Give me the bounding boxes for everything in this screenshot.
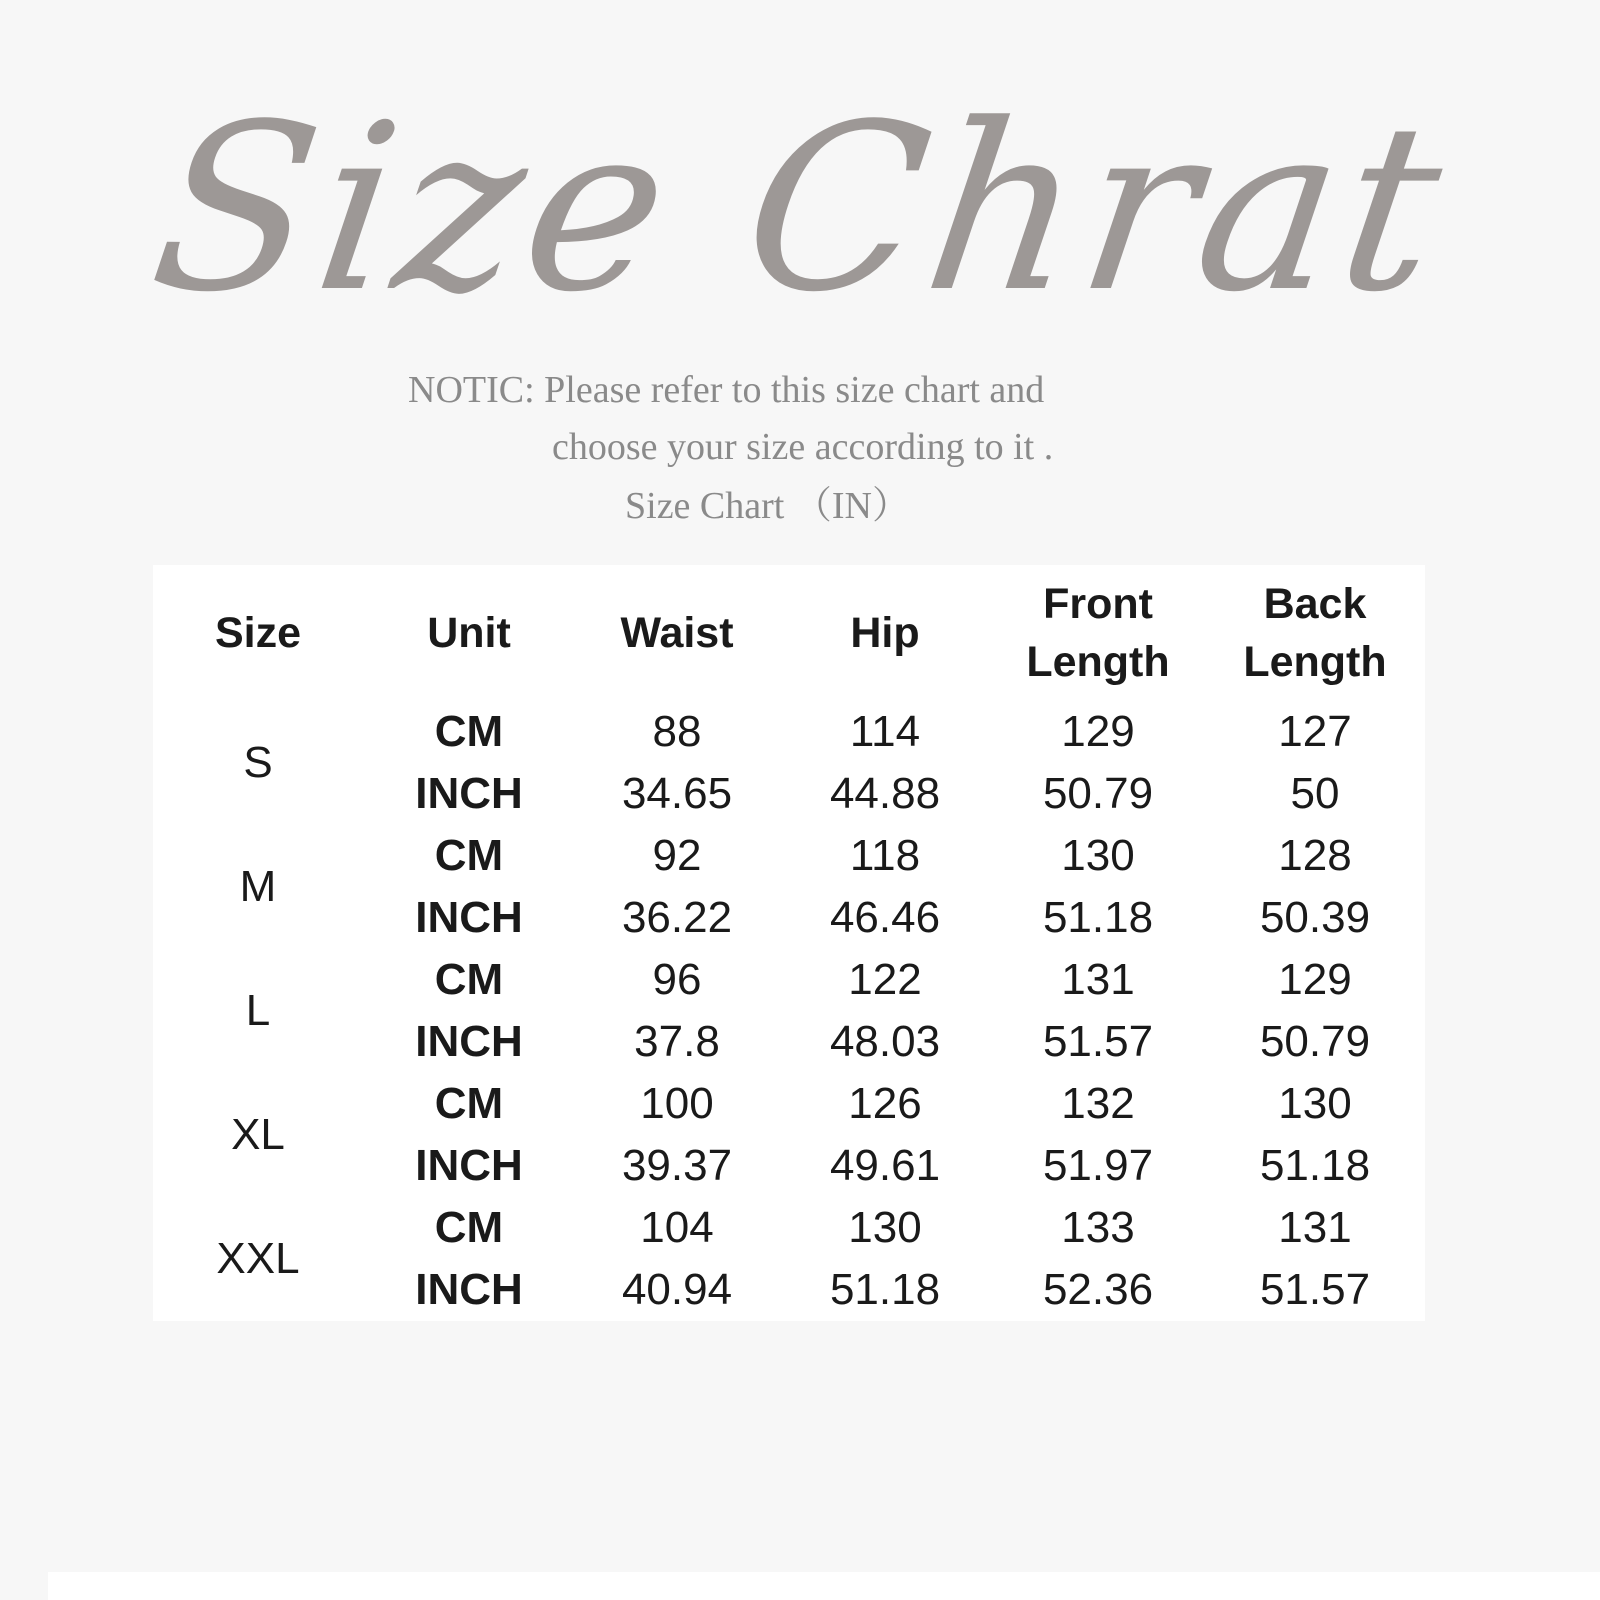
header-waist: Waist: [620, 609, 734, 657]
header-hip: Hip: [850, 609, 920, 657]
size-chart-unit-label: Size Chart （IN）: [625, 485, 910, 527]
back-length-cell: 130: [1278, 1079, 1352, 1128]
front-length-cell: 51.97: [1042, 1141, 1154, 1190]
hip-cell: 46.46: [829, 893, 941, 942]
hip-cell: 130: [848, 1203, 922, 1252]
front-length-cell: 50.79: [1042, 769, 1154, 818]
front-length-cell: 130: [1061, 831, 1135, 880]
unit-cell: INCH: [415, 1265, 523, 1314]
back-length-cell: 129: [1278, 955, 1352, 1004]
back-length-cell: 51.57: [1259, 1265, 1371, 1314]
waist-cell: 40.94: [621, 1265, 733, 1314]
waist-cell: 36.22: [621, 893, 733, 942]
front-length-cell: 51.18: [1042, 893, 1154, 942]
back-length-cell: 50.79: [1259, 1017, 1371, 1066]
back-length-cell: 50.39: [1259, 893, 1371, 942]
back-length-cell: 50: [1290, 769, 1340, 818]
unit-cell: INCH: [415, 769, 523, 818]
waist-cell: 37.8: [634, 1017, 720, 1066]
table-row: [153, 701, 1425, 763]
waist-cell: 104: [640, 1203, 714, 1252]
hip-cell: 48.03: [829, 1017, 941, 1066]
header-back-length: Back Length: [1243, 580, 1387, 686]
hip-cell: 126: [848, 1079, 922, 1128]
unit-cell: CM: [434, 831, 504, 880]
size-table: [153, 565, 1425, 1321]
waist-cell: 96: [652, 955, 702, 1004]
unit-cell: CM: [434, 1079, 504, 1128]
back-length-cell: 131: [1278, 1203, 1352, 1252]
waist-cell: 39.37: [621, 1141, 733, 1190]
front-length-cell: 131: [1061, 955, 1135, 1004]
size-label: L: [245, 986, 271, 1035]
size-label: XXL: [216, 1234, 300, 1283]
notice-line-1: NOTIC: Please refer to this size chart and: [408, 369, 1045, 411]
back-length-cell: 128: [1278, 831, 1352, 880]
table-row: [153, 1197, 1425, 1259]
size-label: XL: [231, 1110, 285, 1159]
unit-cell: CM: [434, 955, 504, 1004]
table-row: [153, 949, 1425, 1011]
front-length-cell: 51.57: [1042, 1017, 1154, 1066]
header-size: Size: [214, 609, 302, 657]
table-header-row: [153, 565, 1425, 701]
size-label: S: [243, 738, 273, 787]
hip-cell: 49.61: [829, 1141, 941, 1190]
unit-cell: CM: [434, 1203, 504, 1252]
table-row: [153, 1073, 1425, 1135]
hip-cell: 118: [849, 831, 921, 880]
hip-cell: 44.88: [829, 769, 941, 818]
waist-cell: 100: [640, 1079, 714, 1128]
hip-cell: 122: [848, 955, 922, 1004]
waist-cell: 92: [652, 831, 702, 880]
hip-cell: 51.18: [829, 1265, 941, 1314]
header-front-length: Front Length: [1026, 580, 1170, 686]
front-length-cell: 133: [1061, 1203, 1135, 1252]
unit-cell: INCH: [415, 1141, 523, 1190]
unit-cell: INCH: [415, 893, 523, 942]
unit-cell: INCH: [415, 1017, 523, 1066]
table-row: [153, 825, 1425, 887]
size-label: M: [239, 862, 277, 911]
back-length-cell: 51.18: [1259, 1141, 1371, 1190]
front-length-cell: 52.36: [1042, 1265, 1154, 1314]
unit-cell: CM: [434, 707, 504, 756]
back-length-cell: 127: [1278, 707, 1352, 756]
page-title: Size Chrat: [138, 76, 1462, 343]
bottom-strip: [48, 1572, 1600, 1600]
notice-line-2: choose your size according to it .: [552, 426, 1054, 468]
header-unit: Unit: [427, 609, 511, 657]
front-length-cell: 129: [1061, 707, 1135, 756]
front-length-cell: 132: [1061, 1079, 1135, 1128]
size-table-panel: [153, 565, 1425, 1321]
waist-cell: 88: [652, 707, 702, 756]
waist-cell: 34.65: [621, 769, 733, 818]
hip-cell: 114: [849, 707, 921, 756]
